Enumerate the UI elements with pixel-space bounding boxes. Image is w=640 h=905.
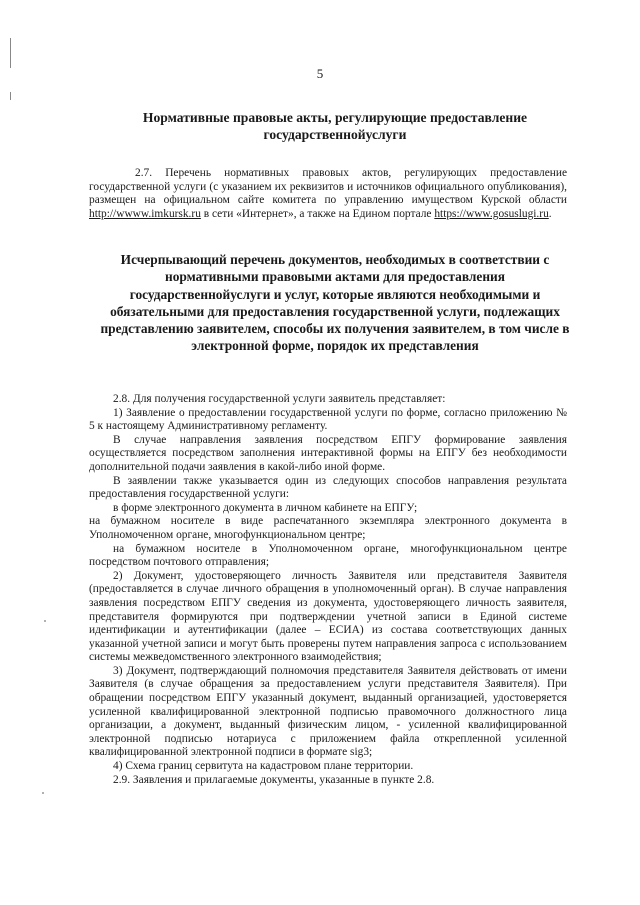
list-item: В случае направления заявления посредством ЕПГУ формирование заявления осуществляется посредством заполнения интерактивной формы на ЕПГУ без необходимости дополнительной подачи заявления в какой-либо иной форме. — [89, 433, 567, 473]
clause-number: 2.7. — [135, 167, 153, 179]
section-heading-documents-list: Исчерпывающий перечень документов, необходимых в соответствии с нормативными правовыми актами для предоставления государственнойуслуги и услуг, которые являются необходимыми и обязательными для предоставления государственной услуги, подлежащих представлению заявителем, способы их получения заявителем, в том числе в электронной форме, порядок их представления — [100, 252, 570, 354]
list-item: 2) Документ, удостоверяющего личность Заявителя или представителя Заявителя (предоставляется в случае личного обращения в уполномоченный орган). В случае направления заявления посредством ЕПГУ сведения из документа, удостоверяющего личность заявителя, представителя формируются при подтверждении учетной записи в Единой системе идентификации и аутентификации (далее – ЕСИА) из состава соответствующих данных указанной учетной записи и могут быть проверены путем направления запроса с использованием системы межведомственного электронного взаимодействия; — [89, 569, 567, 664]
clause-2-9-start: 2.9. Заявления и прилагаемые документы, указанные в пункте 2.8. — [113, 773, 435, 786]
scan-speck — [42, 792, 44, 794]
scan-speck — [44, 620, 46, 622]
paragraph-2-8 — [89, 393, 567, 787]
gosuslugi-link[interactable]: https://www.gosuslugi.ru — [434, 207, 549, 220]
clause-text-end: . — [548, 207, 552, 220]
paragraph-2-7 — [89, 167, 567, 221]
clause-text-middle: в сети «Интернет», а также на Едином портале — [200, 207, 435, 220]
list-item: на бумажном носителе в виде распечатанного экземпляра электронного документа в Уполномоченном органе, многофункциональном центре; — [89, 515, 567, 541]
binding-mark — [10, 38, 11, 68]
list-item: 4) Схема границ сервитута на кадастровом плане территории. — [113, 760, 414, 773]
list-item: в форме электронного документа в личном кабинете на ЕПГУ; — [113, 501, 418, 514]
imkursk-link[interactable]: http://wwww.imkursk.ru — [89, 207, 201, 220]
list-item: 1) Заявление о предоставлении государственной услуги по форме, согласно приложению № 5 к настоящему Административному регламенту. — [89, 406, 567, 433]
page-number: 5 — [316, 66, 324, 81]
clause-text: Перечень нормативных правовых актов, регулирующих предоставление государственной услуги (с указанием их реквизитов и источников официального опубликования), размещен на официальном сайте комитета по управлению имуществом Курской области — [89, 167, 567, 207]
list-item: В заявлении также указывается один из следующих способов направления результата предоставления государственной услуги: — [89, 474, 567, 501]
section-heading-normative-acts: Нормативные правовые акты, регулирующие предоставление государственнойуслуги — [142, 110, 528, 142]
list-item: на бумажном носителе в Уполномоченном органе, многофункциональном центре посредством почтового отправления; — [89, 542, 567, 569]
binding-mark — [10, 92, 11, 100]
list-item: 3) Документ, подтверждающий полномочия представителя Заявителя действовать от имени Заявителя (в случае обращения за предоставлением услуги представителя Заявителя). При обращении посредством ЕПГУ указанный документ, выданный организацией, удостоверяется усиленной квалифицированной электронной подписью правомочного должностного лица организации, а документ, выданный физическим лицом, - усиленной квалифицированной электронной подписью нотариуса с приложением файла открепленной усиленной квалифицированной электронной подписи в формате sig3; — [89, 664, 567, 759]
clause-intro: 2.8. Для получения государственной услуги заявитель представляет: — [113, 393, 446, 405]
